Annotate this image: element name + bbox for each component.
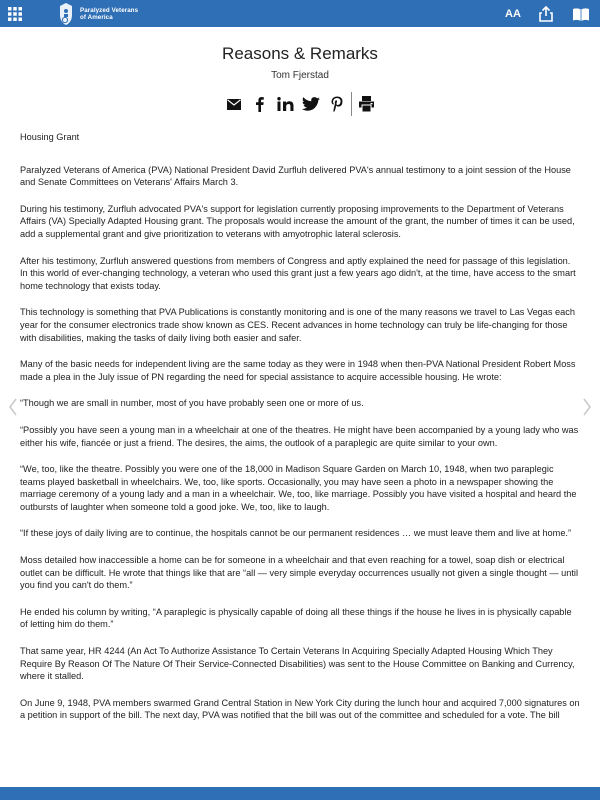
article-paragraph: Many of the basic needs for independent living are the same today as they were in 1948 when then-PVA National President Robert Moss made a plea in the July issue of PN regarding the need for special assistance to acquire accessible housing. He wrote: xyxy=(20,359,576,382)
grid-menu-icon[interactable] xyxy=(8,7,22,21)
article-author: Tom Fjerstad xyxy=(271,70,329,81)
bottom-bar xyxy=(0,787,600,800)
top-toolbar xyxy=(0,0,600,27)
next-page-arrow-icon[interactable] xyxy=(582,398,592,416)
article-paragraph: Paralyzed Veterans of America (PVA) National President David Zurfluh delivered PVA's annual testimony to a joint session of the House and Senate Committees on Veterans' Affairs March 3. xyxy=(20,164,571,188)
article-paragraph: “If these joys of daily living are to continue, the hospitals cannot be our permanent residences … we must leave them and live at home.” xyxy=(20,528,572,539)
facebook-icon[interactable] xyxy=(252,95,266,113)
article-body xyxy=(20,131,580,736)
article-paragraph: This technology is something that PVA Publications is constantly monitoring and is one of the many reasons we travel to Las Vegas each year for the consumer electronics trade show known as CES. Recent advances in home technology can truly be life-changing for those with disabilities, making the tasks of daily living both easier and safer. xyxy=(20,307,575,343)
previous-page-arrow-icon[interactable] xyxy=(8,398,18,416)
book-icon[interactable] xyxy=(572,5,590,23)
print-icon[interactable] xyxy=(358,95,374,113)
pva-logo-icon xyxy=(58,2,74,26)
brand-logo[interactable] xyxy=(58,1,138,26)
brand-line-2: of America xyxy=(80,13,113,21)
article-title: Reasons & Remarks xyxy=(222,44,378,63)
article-paragraph: On June 9, 1948, PVA members swarmed Grand Central Station in New York City during the lunch hour and acquired 7,000 signatures on a petition in support of the bill. The next day, PVA was notified that the bill was out of the committee and scheduled for a vote. The bill xyxy=(20,697,580,721)
article-paragraph: He ended his column by writing, “A paraplegic is physically capable of doing all these things if the house he lives in is physically capable of letting him do them.” xyxy=(20,606,572,630)
email-icon[interactable] xyxy=(226,95,242,113)
share-bar xyxy=(0,92,600,116)
article-heading: Housing Grant xyxy=(20,132,80,142)
share-icon[interactable] xyxy=(538,5,554,23)
article-paragraph: After his testimony, Zurfluh answered questions from members of Congress and aptly explained the need for passage of this legislation. In this world of ever-changing technology, a veteran who used this grant just a few years ago didn't, at the time, have access to the smart home technology that exists today. xyxy=(20,255,576,291)
article-paragraph: That same year, HR 4244 (An Act To Authorize Assistance To Certain Veterans In Acquiring Specially Adapted Housing Which They Require By Reason Of The Nature Of Their Service-Connected Disabilities) was sent to the House Committee on Banking and Currency, where it stalled. xyxy=(20,646,575,682)
article-header xyxy=(0,44,600,81)
brand-line-1: Paralyzed Veterans xyxy=(80,6,139,14)
article-paragraph: “Though we are small in number, most of you have probably seen one or more of us. xyxy=(20,398,364,409)
font-size-icon[interactable] xyxy=(503,5,523,23)
article-paragraph: “We, too, like the theatre. Possibly you were one of the 18,000 in Madison Square Garden on March 10, 1948, when two paraplegic teams played basketball in wheelchairs. We, too, like sports. Occasionally, you may have seen a photo in a newspaper showing the marriage ceremony of a young lady and a man in a wheelchair. We, too, like marriage. Possibly you have visited a hospital and heard the outbursts of laughter when someone told a good joke. We, too, like to laugh. xyxy=(20,464,577,512)
article-paragraph: During his testimony, Zurfluh advocated PVA's support for legislation currently proposing improvements to the Department of Veterans Affairs (VA) Specially Adapted Housing grant. The proposals would increase the amount of the grant, the number of times it can be used, add a supplemental grant and give prioritization to veterans with amyotrophic lateral sclerosis. xyxy=(20,203,575,239)
article-paragraph: Moss detailed how inaccessible a home can be for someone in a wheelchair and that even reaching for a towel, soap dish or electrical outlet can be difficult. He wrote that things like that are “all — very simple everyday occurrences usually not given a single thought — until you find you can't do them.” xyxy=(20,555,579,591)
twitter-icon[interactable] xyxy=(301,95,321,113)
share-divider xyxy=(351,92,352,116)
pinterest-icon[interactable] xyxy=(330,95,344,113)
linkedin-icon[interactable] xyxy=(276,95,294,113)
font-size-label: AA xyxy=(505,8,521,20)
article-paragraph: “Possibly you have seen a young man in a wheelchair at one of the theatres. He might have been accompanied by a young lady who was either his wife, fiancée or just a friend. The desires, the aims, the outlook of a paraplegic are quite similar to your own. xyxy=(20,424,579,448)
